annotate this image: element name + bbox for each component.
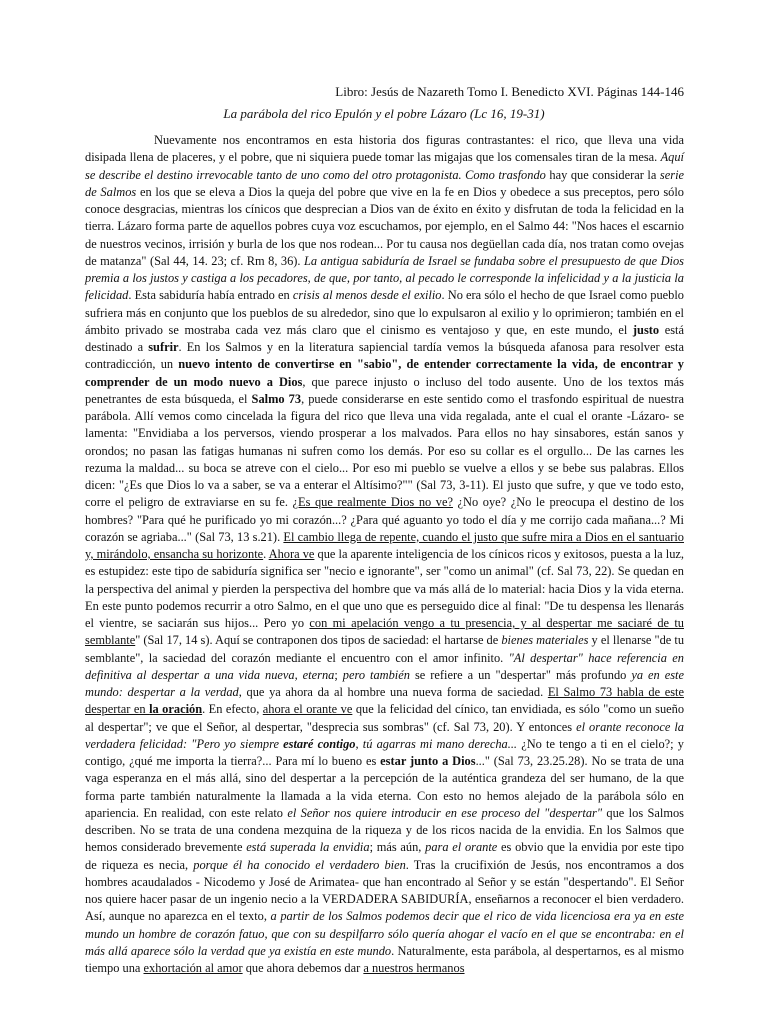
text-run: estar junto a Dios (380, 754, 476, 768)
text-run: para el orante (425, 840, 498, 855)
text-run: es obvio que la envidia por este tipo de riqueza es necia, (85, 840, 685, 872)
text-run: . En los Salmos y en la literatura sapiencial tardía vemos la búsqueda afanosa para resolver esta contradicción, un (85, 340, 684, 372)
text-run: y el llenarse "de tu semblante", la saciedad del corazón mediante el encuentro con el amor infinito. (85, 633, 685, 665)
text-run: . Esta sabiduría había entrado en (128, 288, 293, 303)
text-run: serie de Salmos (85, 167, 685, 199)
text-run: la oración (149, 702, 203, 717)
text-run: . Naturalmente, esta parábola, al despertarnos, es al mismo tiempo una (85, 943, 684, 975)
text-run: , que ya ahora da al hombre una nueva forma de saciedad. (238, 685, 548, 699)
text-run: está destinado a (85, 322, 684, 354)
text-run: , tú agarras mi mano derecha... (355, 736, 518, 751)
text-run: exhortación al amor (143, 961, 243, 975)
text-run: "Al despertar" hace referencia en definitiva al despertar a una vida nueva, eterna (85, 650, 684, 682)
body-text (85, 132, 684, 977)
text-run: ¿No oye? ¿No le preocupa el destino de los hombres? "Para qué he purificado yo mi corazón...? ¿Para qué aguanto yo todo el día y me corrijo cada mañana...? Mi corazón se agriaba..." (Sal 73, 13 s.21). (85, 495, 685, 544)
body-paragraph (85, 132, 684, 977)
text-run: ; (334, 667, 343, 682)
text-run: a partir de los Salmos podemos decir que el rico de vida licenciosa era ya en este mundo un hombre de corazón fatuo, que con su despilfarro sólo quería ahogar el vacío en el que se encontraba: en el más allá aparece sólo la verdad que ya existía en este mundo (85, 909, 684, 958)
text-run: bienes materiales (501, 633, 589, 648)
text-run: . En efecto, (202, 702, 263, 717)
text-run: justo (632, 322, 660, 337)
text-run: ahora el orante ve (262, 702, 353, 717)
text-run: " (Sal 17, 14 s). Aquí se contraponen dos tipos de saciedad: el hartarse de (135, 633, 502, 648)
text-run: pero también (342, 667, 410, 682)
text-run: ¿Es que realmente Dios no ve? (292, 495, 453, 510)
text-run: . No era sólo el hecho de que Israel como pueblo sufriera más en conjunto que los pueblos de su alrededor, sino que lo expulsaron al exilio y lo oprimieron; también en el ámbito privado se mostraba cada vez más claro que el cinismo es ventajoso y que, en este mundo, el (85, 288, 684, 337)
text-run: en los que se eleva a Dios la queja del pobre que vive en la fe en Dios y obedece a sus preceptos, pero sólo conoce desgracias, mientras los cínicos que desprecian a Dios van de éxito en éxito y disfrutan de toda la felicidad en la tierra. Lázaro forma parte de aquellos pobres cuya voz escuchamos, por ejemplo, en el Salmo 44: "Nos haces el escarnio de nuestros vecinos, irrisión y burla de los que nos rodean... Por tu causa nos degüellan cada día, nos tratan como ovejas de matanza" (Sal 44, 14. 23; cf. Rm 8, 36). (85, 184, 684, 268)
source-reference: Libro: Jesús de Nazareth Tomo I. Benedicto XVI. Páginas 144-146 (335, 84, 684, 99)
text-run: hay que considerar la (545, 167, 660, 182)
text-run: crisis al menos desde el exilio (292, 288, 442, 303)
text-run: se refiere a un "despertar" más profundo (409, 667, 632, 682)
text-run: Ahora ve (268, 547, 315, 561)
text-run: El Salmo 73 habla de este despertar en (85, 685, 684, 717)
text-run: que los Salmos describen. No se trata de una condena mezquina de la riqueza y de los ricos nacida de la envidia. En los Salmos que hemos considerado brevemente (85, 805, 684, 855)
text-run: . (263, 547, 269, 561)
text-run: estaré contigo (283, 736, 356, 751)
text-run: ya en este mundo: despertar a la verdad (85, 667, 684, 699)
text-run: Salmo 73 (251, 391, 302, 406)
text-run: sufrir (148, 340, 179, 354)
text-run: ¿No te tengo a ti en el cielo?; y contigo, ¿qué me importa la tierra?... Para mí lo bueno es (85, 736, 684, 768)
document-title: La parábola del rico Epulón y el pobre Lázaro (Lc 16, 19-31) (223, 106, 545, 121)
text-run: El cambio llega de repente, cuando el justo que sufre mira a Dios en el santuario y, mirándolo, ensancha su horizonte (85, 529, 684, 561)
text-run: nuevo intento de convertirse en "sabio", de entender correctamente la vida, de encontrar y comprender de un modo nuevo a Dios (85, 357, 684, 389)
text-run: ; más aún, (369, 840, 426, 855)
text-run: porque él ha conocido el verdadero bien (193, 857, 406, 872)
text-run: a nuestros hermanos (363, 961, 465, 975)
text-run: , puede considerarse en este sentido como el trasfondo espiritual de nuestra parábola. Allí vemos como cincelada la figura del rico que lleva una vida regalada, ante el cual el orante -Lázaro- se lamenta: "Envidiaba a los perversos, viendo prosperar a los malvados. Para ellos no hay sinsabores, están sanos y orondos; no pasan las fatigas humanas ni sufren como los demás. Por eso su collar es el orgullo... De las carnes les rezuma la maldad... su boca se atreve con el cielo... Por eso mi pueblo se vuelve a ellos y se bebe sus palabras. Ellos dicen: "¿Es que Dios lo va a saber, se va a enterar el Altísimo?"" (Sal 73, 3-11). El justo que sufre, y que ve todo esto, corre el peligro de extraviarse en su fe. (85, 391, 684, 510)
text-run: que ahora debemos dar (242, 961, 364, 975)
text-run: está superada la envidia (246, 840, 370, 855)
text-run: ..." (Sal 73, 23.25.28). No se trata de una vaga esperanza en el más allá, sino del despertar a la percepción de la auténtica grandeza del ser humano, de la que forma parte también naturalmente la llamada a la vida eterna. Con esto no hemos alejado de la parábola sólo en apariencia. En realidad, con este relato (85, 754, 685, 820)
text-run: . Tras la crucifixión de Jesús, nos encontramos a dos hombres acaudalados - Nicodemo y José de Arimatea- que han encontrado al Señor y se están "despertando". El Señor nos quiere hacer pasar de un ingenio necio a la VERDADERA SABIDURÍA, enseñarnos a reconocer el bien verdadero. Así, aunque no aparezca en el texto, (85, 857, 684, 924)
text-run: , que parece injusto o incluso del todo ausente. Uno de los textos más penetrantes de esta búsqueda, el (85, 374, 684, 406)
text-run: con mi apelación vengo a tu presencia, y al despertar me saciaré de tu semblante (85, 616, 684, 648)
text-run: La antigua sabiduría de Israel se fundaba sobre el presupuesto de que Dios premia a los justos y castiga a los pecadores, de que, por tanto, al pecado le corresponde la infelicidad y a la justicia la felicidad (85, 253, 684, 303)
text-run: el Señor nos quiere introducir en ese proceso del "despertar" (287, 805, 603, 820)
text-run: Aquí se describe el destino irrevocable tanto de uno como del otro protagonista. Como trasfondo (85, 150, 684, 182)
text-run: el orante reconoce la verdadera felicidad: "Pero yo siempre (85, 719, 684, 751)
text-run: que la aparente inteligencia de los cínicos ricos y exitosos, puesta a la luz, es estupidez: este tipo de sabiduría significa ser "necio e ignorante", ser "como un animal" (cf. Sal 73, 22). Se quedan en la perspectiva del animal y pierden la perspectiva del hombre que va más allá de lo material: hacia Dios y la vida eterna. En este punto podemos recurrir a otro Salmo, en el que uno que es perseguido dice al final: "De tu despensa les llenarás el vientre, se saciarán sus hijos... Pero yo (85, 547, 684, 630)
text-run: que la felicidad del cínico, tan envidiada, es sólo "como un sueño al despertar"; ve que el Señor, al despertar, "desprecia sus sombras" (cf. Sal 73, 20). Y entonces (85, 702, 685, 734)
text-run: Nuevamente nos encontramos en esta historia dos figuras contrastantes: el rico, que lleva una vida disipada llena de placeres, y el pobre, que ni siquiera puede tomar las migajas que los comensales tiran de la mesa. (85, 133, 684, 165)
